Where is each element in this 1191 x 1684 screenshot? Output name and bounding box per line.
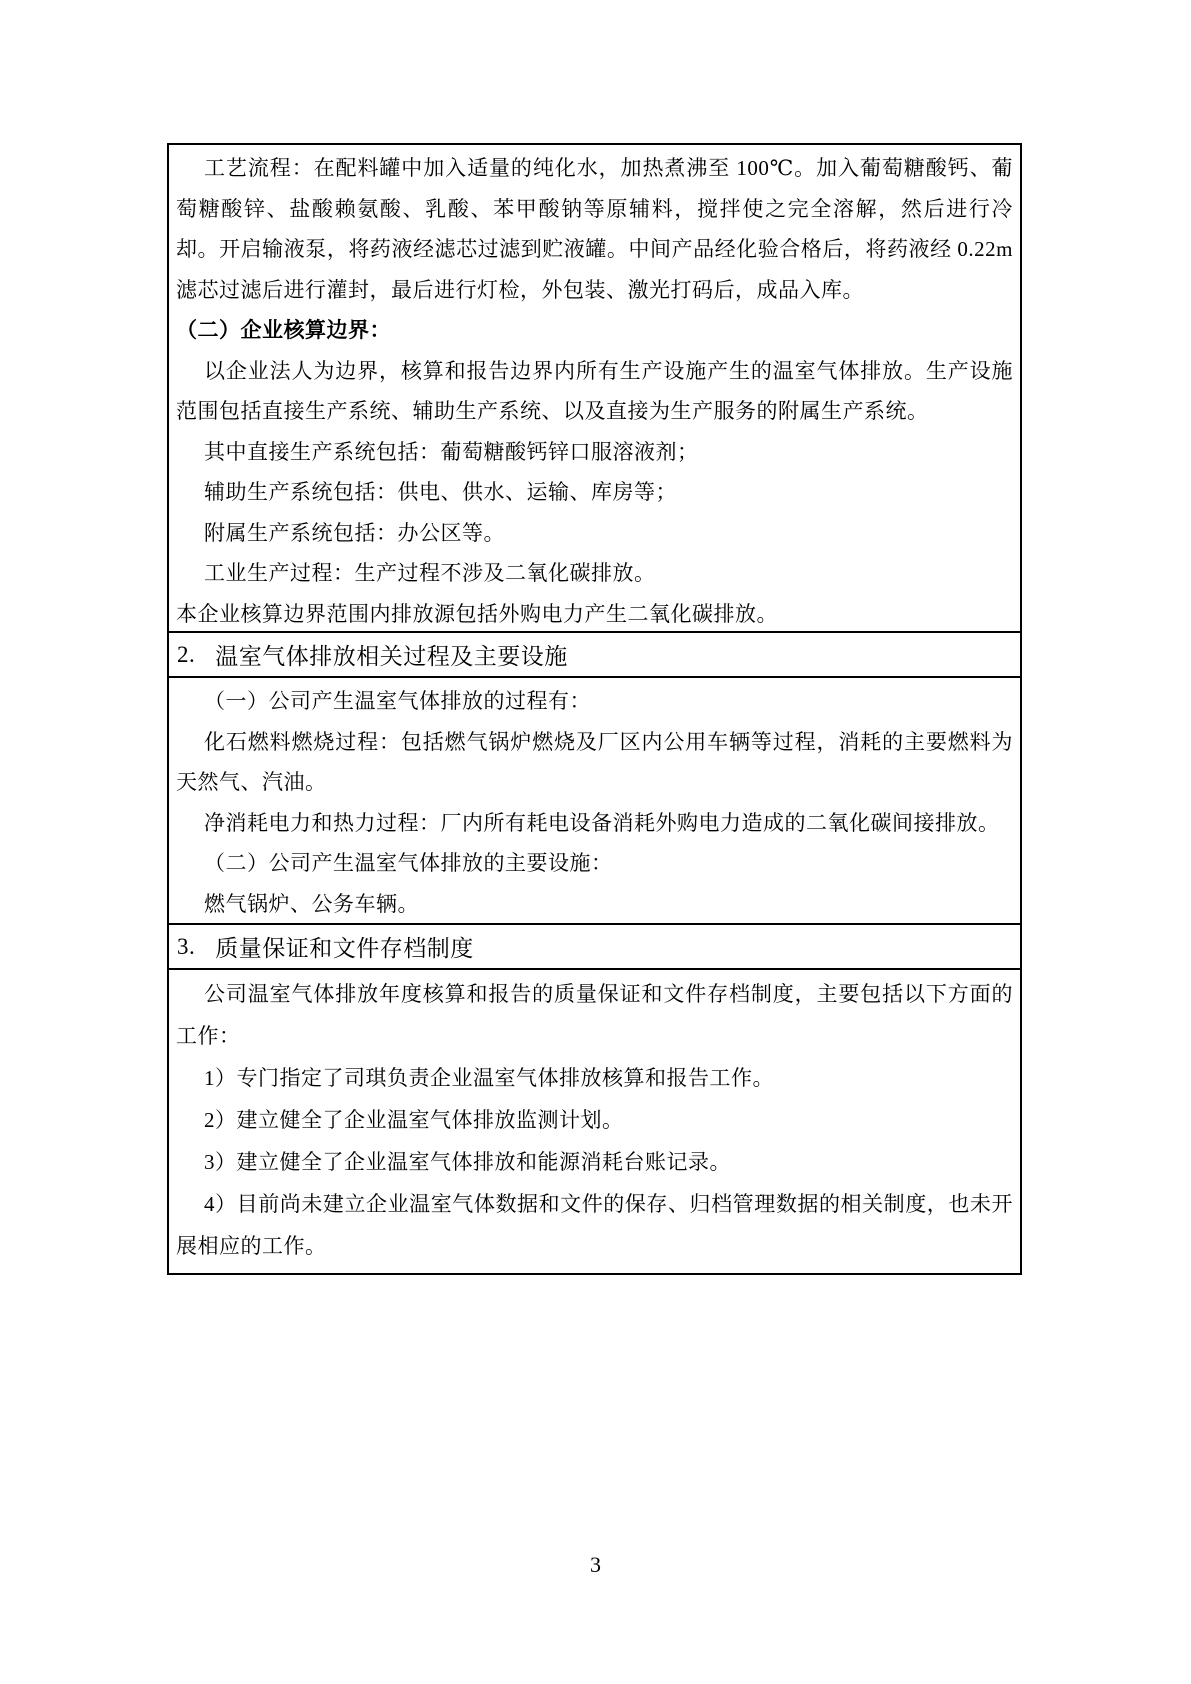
electricity-heat-paragraph: 净消耗电力和热力过程：厂内所有耗电设备消耗外购电力造成的二氧化碳间接排放。 [204, 810, 1000, 835]
industrial-process-paragraph: 工业生产过程：生产过程不涉及二氧化碳排放。 [204, 561, 656, 585]
process-flow-paragraph: 工艺流程：在配料罐中加入适量的纯化水，加热煮沸至 100℃。加入葡萄糖酸钙、葡萄糖酸锌、盐酸赖氨酸、乳酸、苯甲酸钠等原辅料，搅拌使之完全溶解，然后进行冷却。开启输液泵，将药液经滤芯过滤到贮液罐。中间产品经化验合格后，将药液经 0.22m 滤芯过滤后进行灌封，最后进行灯检，外包装、激光打码后，成品入库。 [176, 156, 1013, 302]
affiliated-production-paragraph: 附属生产系统包括：办公区等。 [204, 520, 505, 545]
section3-header-row [169, 923, 1020, 970]
boundary-description-paragraph: 以企业法人为边界，核算和报告边界内所有生产设施产生的温室气体排放。生产设施范围包括直接生产系统、辅助生产系统、以及直接为生产服务的附属生产系统。 [176, 358, 1013, 423]
boundary-emission-source-paragraph: 本企业核算边界范围内排放源包括外购电力产生二氧化碳排放。 [176, 601, 778, 626]
direct-production-paragraph: 其中直接生产系统包括：葡萄糖酸钙锌口服溶液剂； [204, 439, 699, 464]
qa-item-4: 4）目前尚未建立企业温室气体数据和文件的保存、归档管理数据的相关制度，也未开展相应的工作。 [176, 1192, 1013, 1258]
facilities-list-paragraph: 燃气锅炉、公务车辆。 [204, 891, 419, 916]
auxiliary-production-paragraph: 辅助生产系统包括：供电、供水、运输、库房等； [204, 480, 677, 504]
section2-title: 温室气体排放相关过程及主要设施 [215, 644, 568, 669]
page-number: 3 [590, 1552, 601, 1577]
section3-number: 3. [177, 933, 196, 959]
section3-cell [169, 970, 1020, 1273]
qa-item-3: 3）建立健全了企业温室气体排放和能源消耗台账记录。 [204, 1150, 731, 1174]
qa-intro-paragraph: 公司温室气体排放年度核算和报告的质量保证和文件存档制度，主要包括以下方面的工作： [176, 982, 1013, 1048]
qa-item-1: 1）专门指定了司琪负责企业温室气体排放核算和报告工作。 [204, 1066, 774, 1090]
section3-title: 质量保证和文件存档制度 [215, 936, 474, 961]
section2-cell [169, 678, 1020, 923]
emission-process-intro-paragraph: （一）公司产生温室气体排放的过程有： [204, 689, 591, 713]
section2-number: 2. [177, 641, 196, 667]
report-table [167, 143, 1022, 1275]
fossil-fuel-paragraph: 化石燃料燃烧过程：包括燃气锅炉燃烧及厂区内公用车辆等过程，消耗的主要燃料为天然气、汽油。 [176, 729, 1013, 794]
main-facilities-intro-paragraph: （二）公司产生温室气体排放的主要设施： [204, 851, 613, 875]
section1-continuation-cell [169, 145, 1020, 631]
qa-item-2: 2）建立健全了企业温室气体排放监测计划。 [204, 1108, 624, 1132]
section2-header-row [169, 631, 1020, 678]
boundary-heading: （二）企业核算边界： [176, 318, 391, 342]
